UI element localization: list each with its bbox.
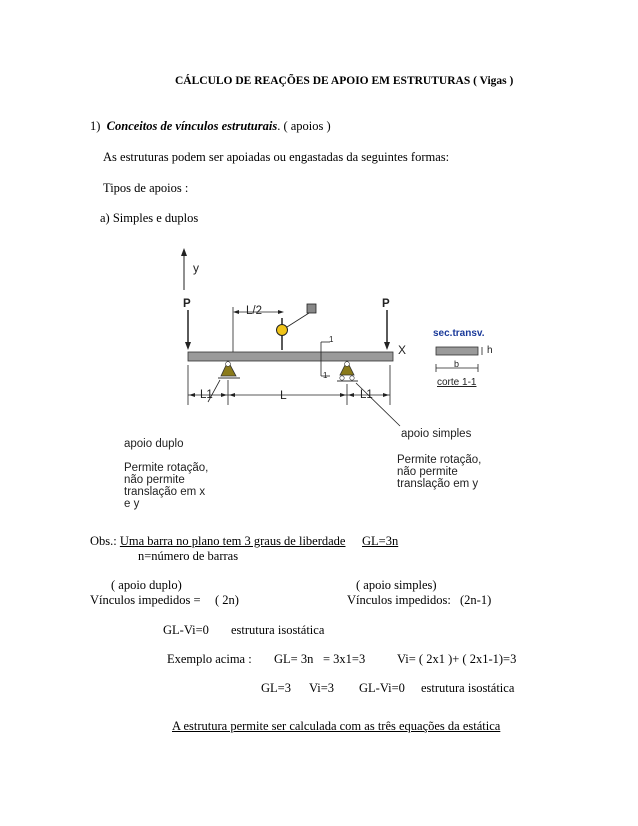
- section-title: sec.transv.: [433, 328, 485, 339]
- roller-icon: [350, 376, 354, 380]
- section-heading-text: Conceitos de vínculos estruturais: [106, 119, 278, 133]
- simple-support-label: ( apoio simples): [356, 578, 437, 592]
- result-vi: Vi=3: [309, 681, 335, 695]
- types-label: Tipos de apoios :: [103, 181, 189, 195]
- condition-equation: GL-Vi=0: [163, 623, 209, 637]
- marker-square-icon: [307, 304, 316, 313]
- double-support-desc-3: translação em x: [124, 486, 206, 498]
- condition-text: estrutura isostática: [231, 623, 325, 637]
- double-support-label: ( apoio duplo): [111, 578, 182, 592]
- section-cut-label: corte 1-1: [437, 377, 477, 388]
- dim-arrow-icon: [233, 310, 239, 314]
- obs-line: [90, 534, 346, 549]
- dim-arrow-icon: [221, 393, 227, 397]
- obs-label: Obs.:: [90, 534, 117, 548]
- simple-support-desc-2: não permite: [397, 466, 458, 478]
- section-h-label: h: [487, 345, 493, 356]
- simple-support-pin-icon: [345, 362, 350, 367]
- double-support-desc-1: Permite rotação,: [124, 462, 209, 474]
- simple-vinc-value: (2n-1): [460, 593, 492, 607]
- dim-arrow-icon: [229, 393, 235, 397]
- item-a: a) Simples e duplos: [100, 211, 199, 225]
- example-gl: GL= 3n: [274, 652, 314, 666]
- example-vi: Vi= ( 2x1 )+ ( 2x1-1)=3: [397, 652, 517, 666]
- double-support-desc-2: não permite: [124, 474, 185, 486]
- double-support-name: apoio duplo: [124, 438, 184, 450]
- load-right-arrow-icon: [384, 342, 390, 350]
- y-axis-label: y: [193, 261, 199, 275]
- dim-arrow-icon: [340, 393, 346, 397]
- dim-arrow-icon: [348, 393, 354, 397]
- result-text: estrutura isostática: [421, 681, 515, 695]
- midspan-point-icon: [277, 325, 288, 336]
- simple-support-name: apoio simples: [401, 428, 472, 440]
- beam: [188, 352, 393, 361]
- dim-arrow-icon: [278, 310, 284, 314]
- section-number: 1): [90, 119, 101, 133]
- load-left-arrow-icon: [185, 342, 191, 350]
- result-equation: GL-Vi=0: [359, 681, 405, 695]
- left-overhang-label: L1: [200, 389, 213, 401]
- y-axis-arrow-icon: [181, 248, 187, 256]
- result-gl: GL=3: [261, 681, 291, 695]
- cut-mark-top-label: 1: [329, 335, 334, 344]
- page-title: CÁLCULO DE REAÇÕES DE APOIO EM ESTRUTURAS ( Vigas ): [175, 75, 514, 87]
- marker-leader-line: [287, 313, 309, 327]
- load-right-label: P: [382, 298, 390, 310]
- obs-formula: GL=3n: [362, 534, 399, 548]
- intro-text: As estruturas podem ser apoiadas ou engastadas da seguintes formas:: [103, 150, 450, 164]
- dim-arrow-icon: [189, 393, 195, 397]
- roller-icon: [340, 376, 344, 380]
- double-support-pin-icon: [226, 362, 231, 367]
- right-overhang-label: L1: [360, 389, 373, 401]
- span-label: L: [280, 388, 287, 402]
- double-support-desc-4: e y: [124, 498, 140, 510]
- section-heading-suffix: . ( apoios ): [277, 119, 331, 133]
- simple-vinc-label: Vínculos impedidos:: [347, 593, 451, 607]
- x-axis-label: X: [398, 343, 407, 357]
- cross-section-rect: [436, 347, 478, 355]
- obs-statement: Uma barra no plano tem 3 graus de liberdade: [119, 534, 346, 548]
- obs-n-definition: n=número de barras: [138, 549, 239, 563]
- example-label: Exemplo acima :: [167, 652, 252, 666]
- example-gl-calc: = 3x1=3: [323, 652, 366, 666]
- section-b-label: b: [454, 359, 460, 369]
- half-span-label: L/2: [246, 305, 262, 317]
- conclusion-text: A estrutura permite ser calculada com as três equações da estática: [172, 719, 501, 733]
- double-vinc-value: ( 2n): [215, 593, 239, 607]
- simple-support-desc-1: Permite rotação,: [397, 454, 482, 466]
- load-left-label: P: [183, 298, 191, 310]
- dim-arrow-icon: [383, 393, 389, 397]
- simple-support-desc-3: translação em y: [397, 478, 479, 490]
- double-vinc-label: Vínculos impedidos =: [90, 593, 201, 607]
- cut-mark-bottom-label: 1: [323, 371, 328, 380]
